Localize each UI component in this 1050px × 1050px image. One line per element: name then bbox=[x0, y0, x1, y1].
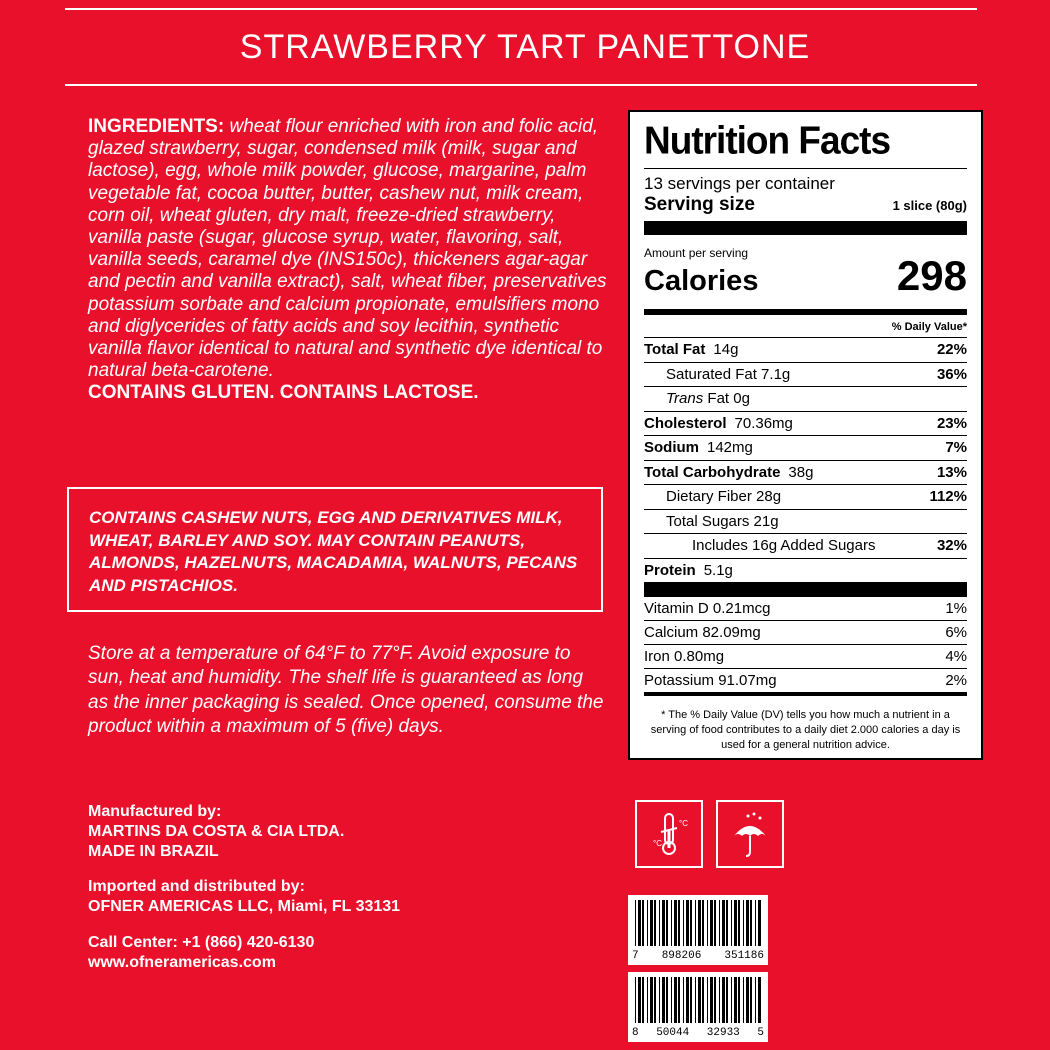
nutrient-label: Total Fat 14g bbox=[644, 341, 739, 359]
divider bbox=[644, 168, 967, 169]
barcode-bar bbox=[734, 977, 737, 1023]
thick-divider bbox=[644, 582, 967, 597]
nutrient-rows bbox=[644, 338, 967, 582]
vitamin-row bbox=[644, 669, 967, 692]
barcode-bar bbox=[650, 900, 653, 946]
vitamin-daily-value: 6% bbox=[945, 624, 967, 641]
manufacturer-name: MARTINS DA COSTA & CIA LTDA. bbox=[88, 823, 345, 840]
ingredients-section bbox=[88, 116, 608, 405]
nutrient-amount: 70.36mg bbox=[734, 414, 793, 432]
importer-name: OFNER AMERICAS LLC, Miami, FL 33131 bbox=[88, 898, 401, 915]
barcode-digits: 7 bbox=[632, 950, 639, 962]
barcode-bars bbox=[629, 973, 767, 1027]
vitamin-row bbox=[644, 621, 967, 645]
barcode-bar bbox=[758, 900, 761, 946]
nutrient-row bbox=[644, 387, 967, 412]
vitamin-label: Potassium 91.07mg bbox=[644, 672, 777, 689]
barcode-bar bbox=[750, 977, 752, 1023]
nutrition-facts-panel bbox=[628, 110, 983, 760]
barcode-bar bbox=[683, 900, 684, 946]
serving-size-label: Serving size bbox=[644, 194, 755, 215]
barcode-bar bbox=[743, 900, 744, 946]
nutrient-row bbox=[644, 338, 967, 363]
nutrient-amount: 142mg bbox=[707, 439, 753, 457]
barcode-bar bbox=[686, 977, 689, 1023]
call-center: Call Center: +1 (866) 420-6130 bbox=[88, 934, 315, 951]
barcode-bar bbox=[671, 900, 672, 946]
nutrient-daily-value: 7% bbox=[945, 439, 967, 457]
vitamin-label: Calcium 82.09mg bbox=[644, 624, 761, 641]
thick-divider bbox=[644, 221, 967, 235]
nutrient-row bbox=[644, 412, 967, 437]
vitamin-row bbox=[644, 645, 967, 669]
daily-value-header: % Daily Value* bbox=[644, 315, 967, 338]
barcode-bar bbox=[654, 977, 656, 1023]
barcode-bar bbox=[690, 977, 692, 1023]
nutrient-row bbox=[644, 510, 967, 535]
barcode-bar bbox=[707, 900, 708, 946]
barcode-bar bbox=[702, 977, 704, 1023]
importer-block bbox=[88, 877, 400, 917]
importer-label: Imported and distributed by: bbox=[88, 878, 305, 895]
nutrient-label: Includes 16g Added Sugars bbox=[692, 537, 876, 555]
nutrient-row bbox=[644, 363, 967, 388]
nutrient-daily-value: 36% bbox=[936, 365, 967, 383]
nutrient-label: Saturated Fat 7.1g bbox=[666, 365, 791, 383]
barcode-bar bbox=[758, 977, 761, 1023]
nutrient-label: Sodium 142mg bbox=[644, 439, 753, 457]
barcode-bar bbox=[738, 977, 740, 1023]
barcode-bar bbox=[719, 900, 720, 946]
barcode-bar bbox=[642, 900, 644, 946]
barcode-digits: 8 bbox=[632, 1027, 639, 1039]
website: www.ofneramericas.com bbox=[88, 954, 276, 971]
nutrient-label: Dietary Fiber 28g bbox=[666, 488, 782, 506]
nutrient-label: Trans Fat 0g bbox=[666, 390, 750, 408]
nutrient-row bbox=[644, 559, 967, 583]
barcode-bar bbox=[743, 977, 744, 1023]
nutrition-title: Nutrition Facts bbox=[644, 118, 891, 162]
ingredients-text: wheat flour enriched with iron and folic acid, glazed strawberry, sugar, condensed milk (milk, sugar and lactose), egg, whole milk powder, glucose, margarine, palm vegetable fat, cocoa butter, butter, cashew nut, milk cream, corn oil, wheat gluten, dry malt, freeze-dried strawberry, vanilla paste (sugar, glucose syrup, water, flavoring, salt, vanilla seeds, caramel dye (INS150c), thickeners agar-agar and pectin and vanilla extract), salt, wheat fiber, preservatives potassium sorbate and calcium propionate, emulsifiers mono and diglycerides of fatty acids and soy lecithin, synthetic vanilla flavor identical to natural and synthetic dye identical to natural beta-carotene. bbox=[88, 116, 607, 382]
barcode-upc bbox=[628, 895, 768, 965]
barcode-bar bbox=[734, 900, 737, 946]
barcode-digits: 351186 bbox=[724, 950, 764, 962]
title-rule bbox=[65, 84, 977, 86]
barcode-digits: 898206 bbox=[661, 950, 702, 962]
vitamin-row bbox=[644, 597, 967, 621]
barcode-bar bbox=[647, 977, 648, 1023]
nutrient-row bbox=[644, 436, 967, 461]
nutrient-amount: 5.1g bbox=[703, 561, 733, 579]
barcode-bar bbox=[638, 977, 641, 1023]
nutrient-row bbox=[644, 534, 967, 559]
barcode-bar bbox=[674, 900, 677, 946]
barcode-bars bbox=[629, 896, 767, 950]
barcode-bar bbox=[678, 900, 680, 946]
barcode-bar bbox=[650, 977, 653, 1023]
barcode-bar bbox=[719, 977, 720, 1023]
barcode-bar bbox=[702, 900, 704, 946]
nutrient-row bbox=[644, 461, 967, 486]
barcode-bar bbox=[683, 977, 684, 1023]
nutrient-daily-value: 32% bbox=[936, 537, 967, 555]
barcode-bar bbox=[722, 900, 725, 946]
barcode-bar bbox=[726, 977, 728, 1023]
barcode-bar bbox=[726, 900, 728, 946]
barcode-bar bbox=[695, 977, 696, 1023]
ingredients-label: INGREDIENTS: bbox=[88, 116, 225, 137]
barcode-bar bbox=[710, 977, 713, 1023]
barcode-bar bbox=[698, 977, 701, 1023]
barcode-bar bbox=[647, 900, 648, 946]
serving-size-value: 1 slice (80g) bbox=[892, 198, 967, 213]
contact-block bbox=[88, 933, 314, 973]
barcode-bar bbox=[678, 977, 680, 1023]
barcode-bar bbox=[731, 900, 732, 946]
manufacturer-block bbox=[88, 802, 344, 862]
barcode-bar bbox=[714, 900, 716, 946]
barcode-bar bbox=[755, 977, 756, 1023]
contains-statement: CONTAINS GLUTEN. CONTAINS LACTOSE. bbox=[88, 382, 479, 404]
barcode-bar bbox=[666, 977, 668, 1023]
barcode-bar bbox=[707, 977, 708, 1023]
origin-text: MADE IN BRAZIL bbox=[88, 843, 219, 860]
barcode-bar bbox=[731, 977, 732, 1023]
vitamin-label: Vitamin D 0.21mcg bbox=[644, 600, 771, 617]
barcode-bar bbox=[750, 900, 752, 946]
barcode-bar bbox=[738, 900, 740, 946]
barcode-bar bbox=[722, 977, 725, 1023]
barcode-bar bbox=[659, 900, 660, 946]
svg-text:°C: °C bbox=[679, 819, 688, 828]
manufacturer-label: Manufactured by: bbox=[88, 803, 222, 820]
top-rule bbox=[65, 8, 977, 10]
nutrient-daily-value: 23% bbox=[936, 414, 967, 432]
product-title: STRAWBERRY TART PANETTONE bbox=[239, 28, 811, 66]
barcode-bar bbox=[635, 977, 636, 1023]
barcode-bar bbox=[666, 900, 668, 946]
vitamin-label: Iron 0.80mg bbox=[644, 648, 725, 665]
barcode-bar bbox=[686, 900, 689, 946]
barcode-bar bbox=[638, 900, 641, 946]
nutrient-label: Protein 5.1g bbox=[644, 561, 733, 579]
amount-per-serving: Amount per serving bbox=[644, 246, 749, 260]
nutrient-daily-value: 22% bbox=[936, 341, 967, 359]
barcode-digits: 5 bbox=[757, 1027, 764, 1039]
nutrient-row bbox=[644, 485, 967, 510]
barcode-bar bbox=[635, 900, 636, 946]
servings-per-container: 13 servings per container bbox=[644, 174, 835, 193]
barcode-bar bbox=[746, 977, 749, 1023]
nutrient-daily-value: 112% bbox=[929, 488, 967, 506]
barcode-bar bbox=[710, 900, 713, 946]
svg-text:°C: °C bbox=[653, 839, 662, 848]
barcode-bar bbox=[690, 900, 692, 946]
vitamin-rows bbox=[644, 597, 967, 692]
temperature-icon bbox=[635, 800, 703, 868]
barcode-digits: 32933 bbox=[706, 1027, 740, 1039]
allergen-box bbox=[67, 487, 603, 612]
barcode-digits: 50044 bbox=[656, 1027, 690, 1039]
barcode-bar bbox=[698, 900, 701, 946]
barcode-bar bbox=[695, 900, 696, 946]
nutrient-label: Cholesterol 70.36mg bbox=[644, 414, 793, 432]
vitamin-daily-value: 4% bbox=[945, 648, 967, 665]
calories-value: 298 bbox=[896, 252, 967, 299]
barcode-bar bbox=[714, 977, 716, 1023]
mid-divider bbox=[644, 692, 967, 696]
nutrient-daily-value: 13% bbox=[936, 463, 967, 481]
storage-instructions: Store at a temperature of 64°F to 77°F. Avoid exposure to sun, heat and humidity. The shelf life is guaranteed as long as the inner packaging is sealed. Once opened, consume the product within a maximum of 5 (five) days. bbox=[88, 643, 604, 737]
vitamin-daily-value: 2% bbox=[945, 672, 967, 689]
barcode-bar bbox=[659, 977, 660, 1023]
nutrient-label: Total Carbohydrate 38g bbox=[644, 463, 814, 481]
umbrella-rain-icon bbox=[716, 800, 784, 868]
nutrient-label: Total Sugars 21g bbox=[666, 512, 779, 530]
barcode-bar bbox=[662, 900, 665, 946]
barcode-bar bbox=[755, 900, 756, 946]
barcode-bar bbox=[746, 900, 749, 946]
barcode-bar bbox=[654, 900, 656, 946]
barcode-ean bbox=[628, 972, 768, 1042]
barcode-bar bbox=[662, 977, 665, 1023]
vitamin-daily-value: 1% bbox=[945, 600, 967, 617]
allergen-text: CONTAINS CASHEW NUTS, EGG AND DERIVATIVES MILK, WHEAT, BARLEY AND SOY. MAY CONTAIN PEANUTS, ALMONDS, HAZELNUTS, MACADAMIA, WALNUTS, PECANS AND PISTACHIOS. bbox=[89, 508, 578, 595]
calories-label: Calories bbox=[644, 265, 759, 297]
barcode-bar bbox=[674, 977, 677, 1023]
nutrient-amount: 38g bbox=[788, 463, 814, 481]
nutrition-footnote: * The % Daily Value (DV) tells you how much a nutrient in a serving of food contributes to a daily diet 2.000 calories a day is used for a general nutrition advice. bbox=[650, 709, 961, 751]
barcode-bar bbox=[671, 977, 672, 1023]
barcode-bar bbox=[642, 977, 644, 1023]
nutrient-amount: 14g bbox=[713, 341, 739, 359]
